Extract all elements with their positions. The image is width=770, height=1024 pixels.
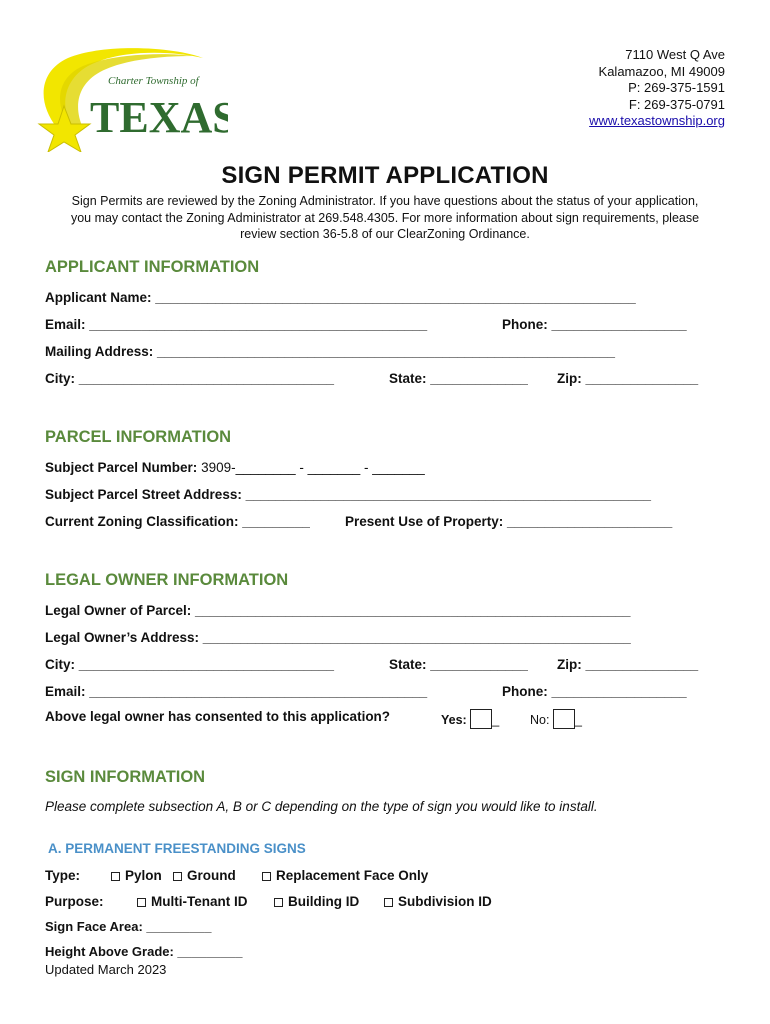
logo-big-text: TEXAS xyxy=(90,93,228,142)
address-block xyxy=(589,47,725,130)
intro-paragraph: Sign Permits are reviewed by the Zoning Administrator. If you have questions about the status of your application, you may contact the Zoning Administrator at 269.548.4305. For more information about sign requirements, please review section 36-5.8 of our ClearZoning Ordinance. xyxy=(70,194,700,241)
type-option-ground[interactable]: Ground xyxy=(173,868,236,883)
owner-state-field[interactable]: State: _____________ xyxy=(389,657,528,672)
owner-email-field[interactable]: Email: _____________________________________________ xyxy=(45,684,428,699)
type-option-replacement[interactable]: Replacement Face Only xyxy=(262,868,428,883)
consent-no[interactable]: No: _ xyxy=(530,709,582,729)
legal-owner-heading: LEGAL OWNER INFORMATION xyxy=(45,571,289,589)
parcel-number-label: Subject Parcel Number: xyxy=(45,460,198,475)
purpose-label: Purpose: xyxy=(45,894,104,909)
website-link[interactable]: www.texastownship.org xyxy=(589,113,725,128)
consent-question: Above legal owner has consented to this application? xyxy=(45,709,391,724)
purpose-option-building[interactable]: Building ID xyxy=(274,894,359,909)
township-logo xyxy=(28,44,228,152)
consent-no-checkbox[interactable] xyxy=(553,709,575,729)
address-line1: 7110 West Q Ave xyxy=(625,47,725,62)
consent-yes-checkbox[interactable] xyxy=(470,709,492,729)
owner-zip-field[interactable]: Zip: _______________ xyxy=(557,657,699,672)
height-above-grade-field[interactable]: Height Above Grade: _________ xyxy=(45,944,243,959)
parcel-number-field[interactable] xyxy=(45,460,425,475)
legal-owner-field[interactable]: Legal Owner of Parcel: __________________________________________________________ xyxy=(45,603,631,618)
sign-heading: SIGN INFORMATION xyxy=(45,768,206,786)
applicant-zip-field[interactable]: Zip: _______________ xyxy=(557,371,699,386)
consent-yes[interactable]: Yes: _ xyxy=(441,709,499,729)
checkbox-icon[interactable] xyxy=(111,872,120,881)
fax-number: F: 269-375-0791 xyxy=(628,96,725,112)
address-line2: Kalamazoo, MI 49009 xyxy=(598,63,725,79)
consent-yes-label: Yes: xyxy=(441,713,467,727)
purpose-option-multi-tenant[interactable]: Multi-Tenant ID xyxy=(137,894,247,909)
checkbox-icon[interactable] xyxy=(137,898,146,907)
applicant-city-field[interactable]: City: __________________________________ xyxy=(45,371,335,386)
logo-small-text: Charter Township of xyxy=(108,75,199,87)
type-option-pylon[interactable]: Pylon xyxy=(111,868,162,883)
parcel-number-value[interactable]: 3909-________ - _______ - _______ xyxy=(201,460,425,475)
parcel-street-field[interactable]: Subject Parcel Street Address: ______________________________________________________ xyxy=(45,487,652,502)
page-title: SIGN PERMIT APPLICATION xyxy=(221,162,549,189)
zoning-classification-field[interactable]: Current Zoning Classification: _________ xyxy=(45,514,310,529)
present-use-field[interactable]: Present Use of Property: ______________________ xyxy=(345,514,673,529)
owner-city-field[interactable]: City: __________________________________ xyxy=(45,657,335,672)
checkbox-icon[interactable] xyxy=(384,898,393,907)
footer-updated: Updated March 2023 xyxy=(45,962,167,977)
applicant-phone-field[interactable]: Phone: __________________ xyxy=(502,317,687,332)
applicant-email-field[interactable]: Email: _____________________________________________ xyxy=(45,317,428,332)
applicant-heading: APPLICANT INFORMATION xyxy=(45,258,260,276)
applicant-state-field[interactable]: State: _____________ xyxy=(389,371,528,386)
sign-face-area-field[interactable]: Sign Face Area: _________ xyxy=(45,919,212,934)
parcel-heading: PARCEL INFORMATION xyxy=(45,428,232,446)
owner-phone-field[interactable]: Phone: __________________ xyxy=(502,684,687,699)
phone-number: P: 269-375-1591 xyxy=(628,80,725,95)
sign-instructions: Please complete subsection A, B or C depending on the type of sign you would like to install. xyxy=(45,799,598,814)
subsection-a-heading: A. PERMANENT FREESTANDING SIGNS xyxy=(48,841,306,856)
purpose-option-subdivision[interactable]: Subdivision ID xyxy=(384,894,492,909)
mailing-address-field[interactable]: Mailing Address: _____________________________________________________________ xyxy=(45,344,616,359)
type-label: Type: xyxy=(45,868,81,883)
legal-owner-address-field[interactable]: Legal Owner’s Address: _________________________________________________________ xyxy=(45,630,631,645)
checkbox-icon[interactable] xyxy=(274,898,283,907)
checkbox-icon[interactable] xyxy=(262,872,271,881)
consent-no-label: No: xyxy=(530,713,550,727)
checkbox-icon[interactable] xyxy=(173,872,182,881)
applicant-name-field[interactable]: Applicant Name: ________________________________________________________________ xyxy=(45,290,636,305)
